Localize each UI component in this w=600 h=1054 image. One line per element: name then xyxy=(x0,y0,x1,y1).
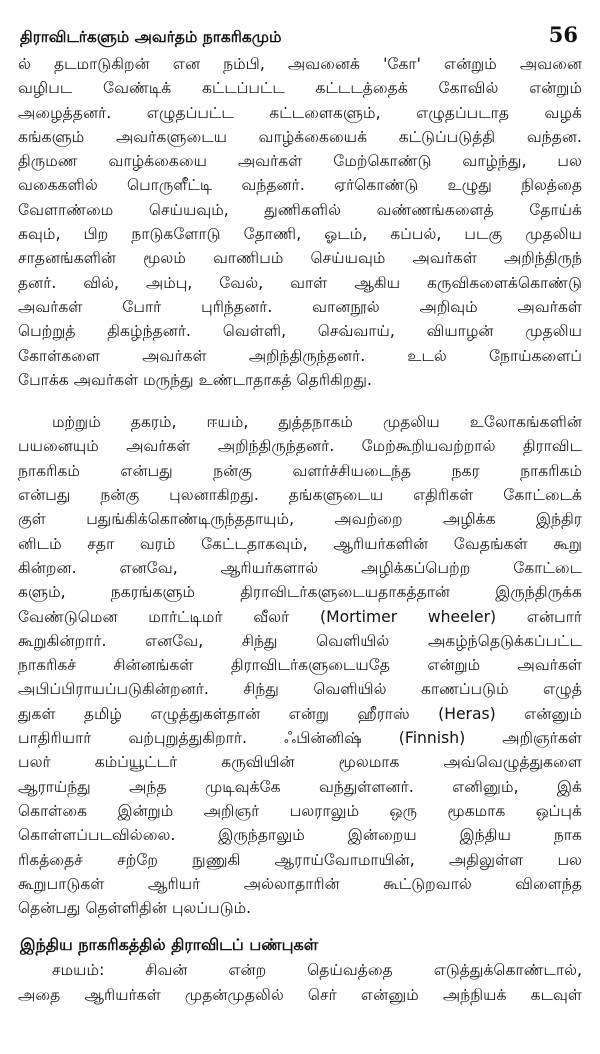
text-line: பெற்றுத் திகழ்ந்தனர். வெள்ளி, செவ்வாய், வியாழன் முதலிய xyxy=(18,322,582,341)
text-line: தனர். வில், அம்பு, வேல், வாள் ஆகிய கருவிகளைக்கொண்டு xyxy=(18,273,582,292)
text-line: போக்க அவர்கள் மருந்து உண்டாதாகத் தெரிகிறது. xyxy=(18,370,372,389)
section-paragraph xyxy=(18,958,582,1007)
text-line: அபிப்பிராயப்படுகின்றனர். சிந்து வெளியில் காணப்படும் எழுத் xyxy=(18,680,582,699)
text-line: தென்பது தெள்ளிதின் புலப்படும். xyxy=(18,899,252,918)
text-line: நாகரிகம் என்பது நன்கு வளர்ச்சியடைந்த நகர நாகரிகம் xyxy=(18,461,582,480)
text-line: கோள்களை அவர்கள் அறிந்திருந்தனர். உடல் நோய்களைப் xyxy=(18,346,582,365)
text-line: பாதிரியார் வற்புறுத்துகிறார். ஃபின்னிஷ் (Finnish) அறிஞர்கள் xyxy=(18,729,582,748)
text-line: கூறுகின்றார். எனவே, சிந்து வெளியில் அகழ்ந்தெடுக்கப்பட்ட xyxy=(18,631,582,650)
text-line: என்பது நன்கு புலனாகிறது. தங்களுடைய எதிரிகள் கோட்டைக் xyxy=(18,486,582,505)
text-line: பயனையும் அவர்கள் அறிந்திருந்தனர். மேற்கூறியவற்றால் திராவிட xyxy=(18,437,582,456)
text-line: வழிபட வேண்டிக் கட்டப்பட்ட கட்டடத்தைக் கோவில் என்றும் xyxy=(18,79,582,98)
text-line: அவர்கள் போர் புரிந்தனர். வானநூல் அறிவும் அவர்கள் xyxy=(18,297,582,316)
running-header xyxy=(18,18,582,52)
text-line: ஆராய்ந்து அந்த முடிவுக்கே வந்துள்ளனர். எனினும், இக் xyxy=(18,777,582,796)
text-line: மற்றும் தகரம், ஈயம், துத்தநாகம் முதலிய உலோகங்களின் xyxy=(52,413,582,432)
text-line: கின்றன. எனவே, ஆரியர்களால் அழிக்கப்பெற்ற கோட்டை xyxy=(18,558,582,577)
text-line: சாதனங்களின் மூலம் வாணிபம் செய்யவும் அவர்கள் அறிந்திருந் xyxy=(18,249,582,268)
text-line: கூறுபாடுகள் ஆரியர் அல்லாதாரின் கூட்டுறவால் விளைந்த xyxy=(18,874,582,893)
paragraph-1 xyxy=(18,52,582,392)
text-line: வேளாண்மை செய்யவும், துணிகளில் வண்ணங்களைத் தோய்க் xyxy=(18,200,582,219)
text-line: குள் பதுங்கிக்கொண்டிருந்ததாயும், அவற்றை அழிக்க இந்திர xyxy=(18,510,582,529)
text-line: ல் தடமாடுகிறன் என நம்பி, அவனைக் 'கோ' என்றும் அவனை xyxy=(18,55,582,73)
text-line: களும், நகரங்களும் திராவிடர்களுடையதாகத்தான் இருந்திருக்க xyxy=(18,583,582,602)
text-line: துகள் தமிழ் எழுத்துகள்தான் என்று ஹீராஸ் (Heras) என்னும் xyxy=(18,704,582,723)
section-heading: இந்திய நாகரிகத்தில் திராவிடப் பண்புகள் xyxy=(20,935,319,955)
text-line: அழைத்தனர். எழுதப்பட்ட கட்டளைகளும், எழுதப்படாத வழக் xyxy=(18,103,582,122)
paragraph-2 xyxy=(18,410,582,920)
text-line: வேண்டுமென மார்ட்டிமர் வீலர் (Mortimer wheeler) என்பார் xyxy=(18,607,582,626)
text-line: பலர் கம்ப்யூட்டர் கருவியின் மூலமாக அவ்வெழுத்துகளை xyxy=(18,753,582,772)
paragraph-gap xyxy=(18,392,582,410)
text-line: திருமண வாழ்க்கையை அவர்கள் மேற்கொண்டு வாழ்ந்து, பல xyxy=(18,152,582,171)
text-line: வகைகளில் பொருளீட்டி வந்தனர். ஏர்கொண்டு உழுது நிலத்தை xyxy=(18,176,582,195)
section-gap xyxy=(18,920,582,932)
text-line: கங்களும் அவர்களுடைய வாழ்க்கையைக் கட்டுப்படுத்தி வந்தன. xyxy=(18,127,582,146)
text-line: ரிகத்தைச் சற்றே நுணுகி ஆராய்வோமாயின், அதிலுள்ள பல xyxy=(18,850,582,869)
text-line: சமயம்: சிவன் என்ற தெய்வத்தை எடுத்துக்கொண்டால், xyxy=(52,961,582,980)
text-line: கவும், பிற நாடுகளோடு தோணி, ஓடம், கப்பல், படகு முதலிய xyxy=(18,225,582,244)
text-line: னிடம் சதா வரம் கேட்டதாகவும், ஆரியர்களின் வேதங்கள் கூறு xyxy=(18,534,582,553)
text-line: கொள்ளப்படவில்லை. இருந்தாலும் இன்றைய இந்திய நாக xyxy=(18,826,582,845)
text-line: நாகரிகச் சின்னங்கள் திராவிடர்களுடையதே என்றும் அவர்கள் xyxy=(18,656,582,675)
running-title: திராவிடர்களும் அவர்தம் நாகரிகமும் xyxy=(20,28,282,46)
text-line: கொள்கை இன்றும் அறிஞர் பலராலும் ஒரு மூகமாக ஒப்புக் xyxy=(18,801,582,820)
text-line: அதை ஆரியர்கள் முதன்முதலில் செர் என்னும் அந்நியக் கடவுள் xyxy=(18,985,582,1004)
page-number: 56 xyxy=(548,22,578,47)
